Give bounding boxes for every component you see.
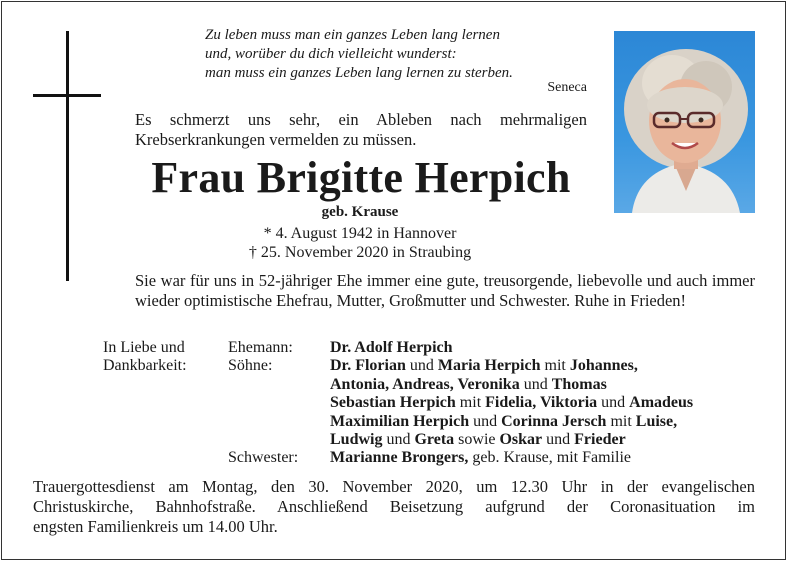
deceased-name: Frau Brigitte Herpich bbox=[151, 153, 571, 202]
person-name: Fidelia, Viktoria bbox=[485, 394, 598, 412]
death-date: † 25. November 2020 in Straubing bbox=[248, 244, 472, 261]
life-dates bbox=[200, 224, 520, 262]
portrait-photo bbox=[614, 31, 755, 213]
person-name: Ludwig bbox=[330, 431, 383, 449]
person-name: Corinna Jersch bbox=[501, 412, 607, 430]
quote-line: und, worüber du dich vielleicht wunderst: bbox=[205, 46, 457, 62]
husband-name bbox=[330, 339, 758, 357]
person-name: Oskar bbox=[499, 431, 543, 449]
person-name: Sebastian Herpich bbox=[330, 394, 456, 412]
sister-label: Schwester: bbox=[228, 449, 299, 467]
connector: und bbox=[523, 375, 548, 393]
cross-icon bbox=[66, 31, 69, 281]
family-intro-line: In Liebe und bbox=[103, 339, 185, 356]
sons-line bbox=[330, 394, 758, 412]
husband-label: Ehemann: bbox=[228, 339, 293, 356]
connector: mit bbox=[610, 412, 632, 430]
person-name: Greta bbox=[414, 431, 455, 449]
birth-date: * 4. August 1942 in Hannover bbox=[263, 225, 457, 242]
person-name: Maria Herpich bbox=[437, 357, 541, 375]
sister-name: Marianne Brongers, bbox=[330, 449, 469, 467]
person-name: Amadeus bbox=[629, 394, 694, 412]
person-name: Dr. Florian bbox=[330, 357, 406, 375]
sons-line bbox=[330, 431, 758, 449]
person-name: Johannes, bbox=[569, 357, 638, 375]
connector: und bbox=[473, 412, 498, 430]
connector: und bbox=[601, 394, 626, 412]
quote-line: man muss ein ganzes Leben lang lernen zu sterben. bbox=[205, 65, 513, 81]
connector: sowie bbox=[458, 431, 496, 449]
family-intro bbox=[103, 339, 223, 376]
portrait-image bbox=[614, 31, 755, 213]
sons-line bbox=[330, 376, 758, 394]
service-line: engsten Familienkreis um 14.00 Uhr. bbox=[33, 517, 278, 536]
family-intro-line: Dankbarkeit: bbox=[103, 357, 187, 375]
service-line: Trauergottesdienst am Montag, den 30. November 2020, um 12.30 Uhr in der evangelischen bbox=[33, 477, 755, 496]
tribute-text: Sie war für uns in 52-jähriger Ehe immer eine gute, treusorgende, liebevolle und auch immer wieder optimistische Ehefrau, Mutter, Großmutter und Schwester. Ruhe in Frieden! bbox=[135, 271, 755, 310]
connector: und bbox=[409, 357, 434, 375]
person-name: Frieder bbox=[574, 431, 626, 449]
connector: und bbox=[386, 431, 411, 449]
husband-name-text: Dr. Adolf Herpich bbox=[330, 339, 453, 356]
person-name: Thomas bbox=[551, 375, 607, 393]
connector: und bbox=[546, 431, 571, 449]
intro-line: Krebserkrankungen vermelden zu müssen. bbox=[135, 130, 417, 149]
connector: mit bbox=[459, 394, 482, 412]
quote-author: Seneca bbox=[547, 80, 587, 95]
person-name: Luise, bbox=[635, 412, 678, 430]
quote bbox=[205, 26, 587, 83]
service-line: Christuskirche, Bahnhofstraße. Anschließend Beisetzung aufgrund der Coronasituation im bbox=[33, 497, 755, 516]
sons-line bbox=[330, 413, 758, 431]
cross-icon-bar bbox=[33, 94, 101, 97]
person-name: Antonia, Andreas, Veronika bbox=[330, 375, 520, 393]
sister-suffix: geb. Krause, mit Familie bbox=[472, 449, 631, 467]
service-info bbox=[33, 477, 755, 537]
sister-entry bbox=[330, 449, 758, 467]
person-name: Maximilian Herpich bbox=[330, 412, 470, 430]
quote-line: Zu leben muss man ein ganzes Leben lang lernen bbox=[205, 27, 500, 43]
sons-list bbox=[330, 357, 758, 449]
connector: mit bbox=[544, 357, 566, 375]
sons-line bbox=[330, 357, 758, 375]
maiden-name: geb. Krause bbox=[321, 204, 399, 220]
intro-line: Es schmerzt uns sehr, ein Ableben nach mehrmaligen bbox=[135, 110, 587, 129]
sons-label: Söhne: bbox=[228, 357, 273, 375]
intro-text bbox=[135, 110, 587, 150]
